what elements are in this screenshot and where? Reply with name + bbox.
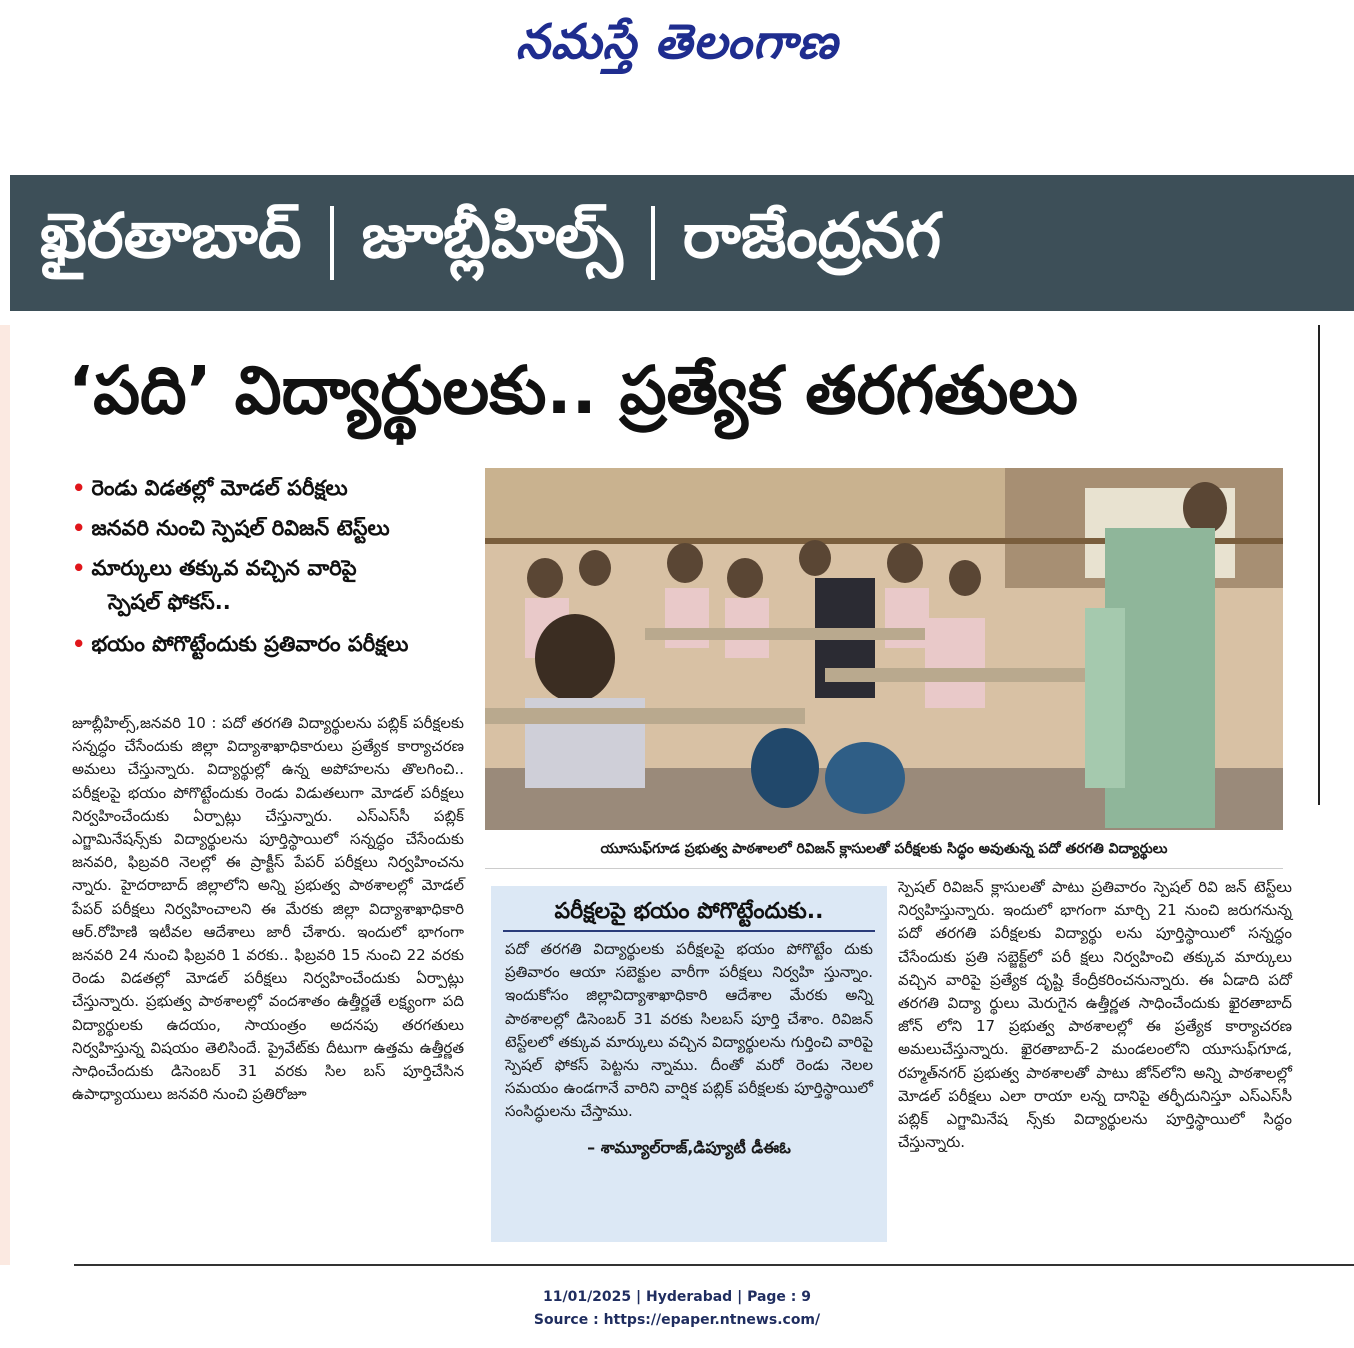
banner-item-khairatabad: ఖైరతాబాద్ bbox=[40, 199, 302, 272]
banner-item-jubilee-hills: జూబ్లీహిల్స్ bbox=[361, 199, 623, 272]
article-headline: ‘పది’ విద్యార్థులకు.. ప్రత్యేక తరగతులు bbox=[68, 352, 1078, 429]
bullet-item: • మార్కులు తక్కువ వచ్చిన వారిపై bbox=[72, 556, 357, 580]
quote-box-title: పరీక్షలపై భయం పోగొట్టేందుకు.. bbox=[503, 894, 875, 932]
bullet-dot-icon: • bbox=[72, 632, 86, 656]
classroom-photo bbox=[485, 468, 1283, 830]
banner-separator bbox=[330, 206, 334, 280]
bullet-dot-icon: • bbox=[72, 516, 86, 540]
article-column-left: జూబ్లీహిల్స్,జనవరి 10 : పదో తరగతి విద్యార్థులను పబ్లిక్ పరీక్షలకు సన్నద్ధం చేసేందుకు జిల్లా విద్యాశాఖాధికారులు ప్రత్యేక కార్యాచరణ అమలు చేస్తున్నారు. విద్యార్థుల్లో ఉన్న అపోహలను తొలగించి.. పరీక్షలపై భయం పోగొట్టేందుకు రెండు విడుతలుగా మోడల్ పరీక్షలు నిర్వహించేందుకు ఏర్పాట్లు చేస్తున్నారు. ఎస్ఎస్‌సీ పబ్లిక్ ఎగ్జామినేషన్స్‌కు విద్యార్థులను పూర్తిస్థాయిలో సన్నద్ధం చేసేందుకు జనవరి, ఫిబ్రవరి నెలల్లో ఈ ప్రాక్టీస్ పేపర్ పరీక్షలు నిర్వహించను న్నారు. హైదరాబాద్ జిల్లాలోని అన్ని ప్రభుత్వ పాఠశాలల్లో మోడల్ పేపర్ పరీక్షలు నిర్వహించాలని ఈ మేరకు జిల్లా విద్యాశాఖాధికారి ఆర్.రోహిణి ఇటీవల ఆదేశాలు జారీ చేశారు. ఇందులో భాగంగా జనవరి 24 నుంచి ఫిబ్రవరి 1 వరకు.. ఫిబ్రవరి 15 నుంచి 22 వరకు రెండు విడతల్లో మోడల్ పరీక్షలు నిర్వహించేందుకు ఏర్పాట్లు చేస్తున్నారు. ప్రభుత్వ పాఠశాలల్లో వందశాతం ఉత్తీర్ణతే లక్ష్యంగా పది విద్యార్థులకు ఉదయం, సాయంత్రం అదనపు తరగతులు నిర్వహిస్తున్న విషయం తెలిసిందే. ప్రైవేట్‌కు దీటుగా ఉత్తమ ఉత్తీర్ణత సాధించేందుకు డిసెంబర్ 31 వరకు సిల బస్ పూర్తిచేసిన ఉపాధ్యాయులు జనవరి నుంచి ప్రతిరోజూ bbox=[72, 714, 464, 1104]
section-banner bbox=[10, 175, 1354, 311]
left-margin-strip bbox=[0, 325, 10, 1265]
bottom-divider bbox=[74, 1264, 1354, 1266]
bullet-dot-icon: • bbox=[72, 556, 86, 580]
bullet-item: • రెండు విడతల్లో మోడల్ పరీక్షలు bbox=[72, 476, 348, 500]
quote-box-body: పదో తరగతి విద్యార్థులకు పరీక్షలపై భయం పోగొట్టేం దుకు ప్రతివారం ఆయా సబెక్టుల వారీగా పరీక్షలు నిర్వహి స్తున్నాం. ఇందుకోసం జిల్లావిద్యాశాఖాధికారి ఆదేశాల మేరకు అన్ని పాఠశాలల్లో డిసెంబర్ 31 వరకు సిలబస్ పూర్తి చేశాం. రివిజన్ టెస్ట్‌లలో తక్కువ మార్కులు వచ్చిన విద్యార్థులను గుర్తించి వారిపై స్పెషల్ ఫోకస్ పెట్టను న్నాము. దీంతో మరో రెండు నెలల సమయం ఉండగానే వారిని వార్షిక పబ్లిక్ పరీక్షలకు పూర్తిస్థాయిలో సంసిద్ధులను చేస్తాము. bbox=[505, 940, 873, 1121]
bullet-dot-icon: • bbox=[72, 476, 86, 500]
newspaper-masthead: నమస్తే తెలంగాణ bbox=[515, 14, 839, 70]
photo-caption: యూసుఫ్‌గూడ ప్రభుత్వ పాఠశాలలో రివిజన్ క్లాసులతో పరీక్షలకు సిద్ధం అవుతున్న పదో తరగతి విద్యార్థులు bbox=[485, 830, 1283, 869]
column-divider bbox=[1318, 325, 1320, 805]
banner-separator bbox=[651, 206, 655, 280]
page-footer bbox=[0, 1286, 1354, 1332]
quote-box-signature: – శామ్యూల్‌రాజ్,డిప్యూటీ డీఈఓ bbox=[587, 1137, 791, 1157]
footer-date-line: 11/01/2025 | Hyderabad | Page : 9 bbox=[542, 1289, 812, 1305]
banner-item-rajendranagar: రాజేంద్రనగ bbox=[682, 199, 942, 272]
article-column-right: స్పెషల్ రివిజన్ క్లాసులతో పాటు ప్రతివారం స్పెషల్ రివి జన్ టెస్ట్‌లు నిర్వహిస్తున్నారు. ఇందులో భాగంగా మార్చి 21 నుంచి జరుగనున్న పదో తరగతి పరీక్షలకు విద్యార్థు లను పూర్తిస్థాయిలో సన్నద్ధం చేసేందుకు ప్రతి సబ్జెక్ట్‌లో పరీ క్షలు నిర్వహించి తక్కువ మార్కులు వచ్చిన వారిపై ప్రత్యేక దృష్టి కేంద్రీకరించనున్నారు. ఈ ఏడాది పదో తరగతి విద్యా ర్థులు మెరుగైన ఉత్తీర్ణత సాధించేందుకు ఖైరతాబాద్ జోన్ లోని 17 ప్రభుత్వ పాఠశాలల్లో ఈ ప్రత్యేక కార్యాచరణ అమలుచేస్తున్నారు. ఖైరతాబాద్-2 మండలంలోని యూసుఫ్‌గూడ, రహ్మత్‌నగర్ ప్రభుత్వ పాఠశాలతో పాటు జోన్‌లోని అన్ని పాఠశాలల్లో మోడల్ పరీక్షలు ఎలా రాయా లన్న దానిపై తర్ఫీదునిస్తూ ఎస్ఎస్‌సీ పబ్లిక్ ఎగ్జామినేష న్స్‌కు విద్యార్థులను పూర్తిస్థాయిలో సిద్ధం చేస్తున్నారు. bbox=[898, 878, 1292, 1152]
bullet-item-continuation: స్పెషల్ ఫోకస్.. bbox=[108, 590, 231, 614]
highlight-bullets bbox=[72, 474, 482, 670]
bullet-item: • జనవరి నుంచి స్పెషల్ రివిజన్ టెస్ట్‌లు bbox=[72, 516, 390, 540]
footer-source-link[interactable]: Source : https://epaper.ntnews.com/ bbox=[533, 1312, 821, 1328]
bullet-item: • భయం పోగొట్టేందుకు ప్రతివారం పరీక్షలు bbox=[72, 632, 409, 656]
quote-box bbox=[491, 886, 887, 1242]
